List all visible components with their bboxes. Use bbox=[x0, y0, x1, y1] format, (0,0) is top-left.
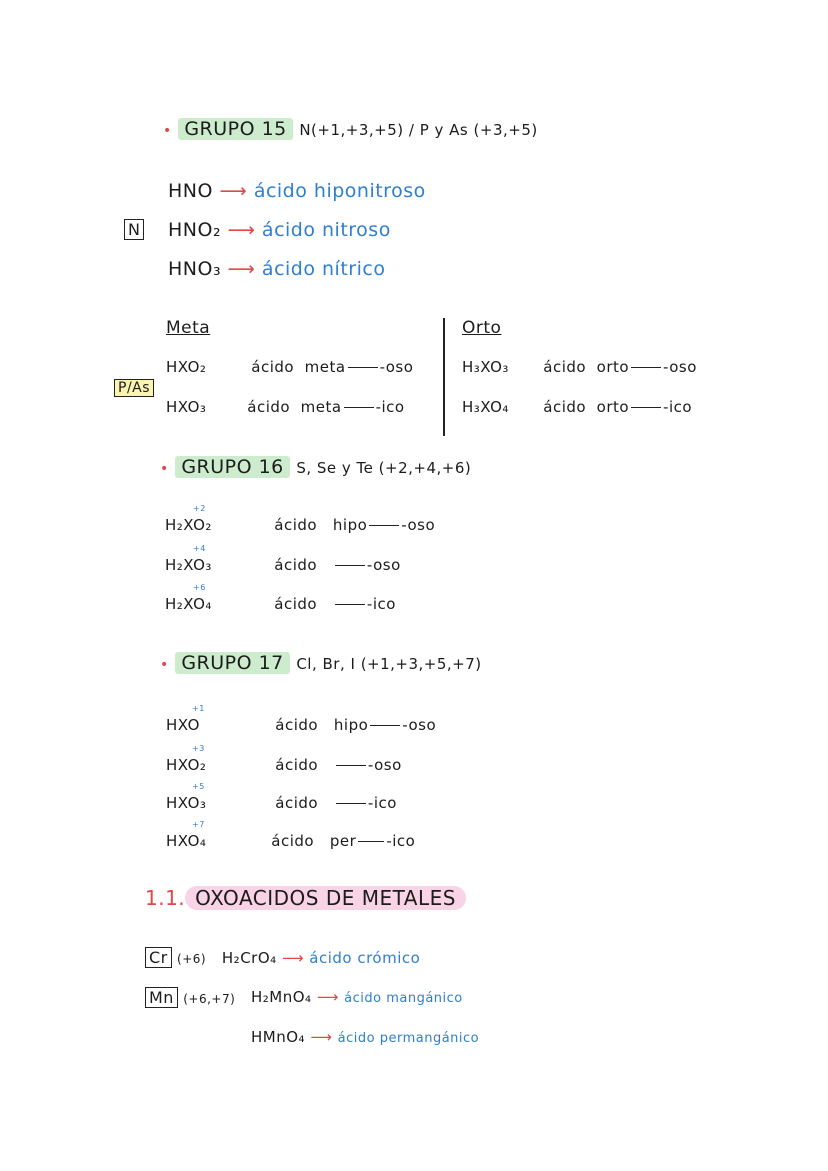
group16-header bbox=[160, 456, 471, 478]
manganese-row bbox=[251, 988, 463, 1006]
prefix: meta bbox=[304, 358, 346, 376]
blank-line bbox=[631, 407, 661, 408]
formula: H₂MnO₄ bbox=[251, 988, 312, 1006]
chromium-row bbox=[145, 948, 420, 967]
formula: H₃XO₃ bbox=[462, 358, 509, 376]
oxidation-state: +1 bbox=[192, 704, 205, 713]
group17-header bbox=[160, 652, 482, 674]
acid-word: ácido bbox=[247, 398, 291, 416]
suffix: -oso bbox=[401, 516, 436, 534]
blank-line bbox=[336, 765, 366, 766]
element-box-cr: Cr bbox=[145, 947, 172, 968]
formula: H₂XO₂ bbox=[165, 516, 212, 534]
suffix: -ico bbox=[663, 398, 693, 416]
bullet-icon: • bbox=[160, 461, 169, 477]
group17-row bbox=[166, 782, 397, 812]
formula: HNO₂ bbox=[168, 219, 222, 241]
meta-label: Meta bbox=[166, 318, 211, 338]
acid-name: ácido nitroso bbox=[261, 219, 391, 241]
manganese-label bbox=[145, 988, 235, 1007]
acid-word: ácido bbox=[275, 716, 319, 734]
element-box-mn: Mn bbox=[145, 987, 178, 1008]
meta-row bbox=[166, 358, 413, 376]
manganese-row bbox=[251, 1028, 479, 1046]
arrow-icon: ⟶ bbox=[281, 949, 304, 967]
group15-description: N(+1,+3,+5) / P y As (+3,+5) bbox=[299, 121, 538, 139]
bullet-icon: • bbox=[163, 123, 172, 139]
oxidation-state: +6 bbox=[193, 583, 206, 592]
acid-word: ácido bbox=[543, 358, 587, 376]
group17-row bbox=[166, 820, 416, 850]
oxidation-state: +5 bbox=[192, 782, 205, 791]
acid-name: ácido permangánico bbox=[337, 1031, 480, 1046]
group17-row bbox=[166, 704, 437, 734]
blank-line bbox=[631, 367, 661, 368]
suffix: -ico bbox=[375, 398, 405, 416]
arrow-icon: ⟶ bbox=[310, 1028, 333, 1046]
nitrogen-row bbox=[168, 219, 391, 241]
blank-line bbox=[369, 525, 399, 526]
group17-description: Cl, Br, I (+1,+3,+5,+7) bbox=[296, 655, 482, 673]
blank-line bbox=[348, 367, 378, 368]
acid-word: ácido bbox=[271, 832, 315, 850]
element-box-n: N bbox=[124, 219, 144, 240]
blank-line bbox=[370, 725, 400, 726]
acid-name: ácido hiponitroso bbox=[253, 180, 426, 202]
nitrogen-row bbox=[168, 258, 385, 280]
element-box-p-as: P/As bbox=[114, 379, 154, 397]
acid-word: ácido bbox=[543, 398, 587, 416]
formula: HXO bbox=[166, 716, 200, 734]
oxidation-states: (+6) bbox=[177, 952, 207, 966]
acid-name: ácido nítrico bbox=[261, 258, 386, 280]
formula: HXO₃ bbox=[166, 398, 207, 416]
suffix: -ico bbox=[366, 595, 396, 613]
group15-title: GRUPO 15 bbox=[178, 118, 292, 140]
suffix: -oso bbox=[402, 716, 437, 734]
oxidation-state: +2 bbox=[193, 504, 206, 513]
divider bbox=[443, 318, 445, 436]
metals-section-header bbox=[145, 886, 466, 910]
bullet-icon: • bbox=[160, 657, 169, 673]
formula: HNO bbox=[168, 180, 213, 202]
group16-row bbox=[165, 504, 436, 534]
oxidation-state: +4 bbox=[193, 544, 206, 553]
formula: H₂XO₃ bbox=[165, 556, 212, 574]
prefix: orto bbox=[596, 398, 630, 416]
formula: HNO₃ bbox=[168, 258, 222, 280]
suffix: -oso bbox=[367, 756, 402, 774]
blank-line bbox=[344, 407, 374, 408]
formula: H₂CrO₄ bbox=[221, 949, 277, 967]
suffix: -ico bbox=[386, 832, 416, 850]
arrow-icon: ⟶ bbox=[227, 258, 256, 280]
acid-word: ácido bbox=[251, 358, 295, 376]
group16-title: GRUPO 16 bbox=[175, 456, 289, 478]
orto-label: Orto bbox=[462, 318, 502, 338]
formula: HXO₃ bbox=[166, 794, 207, 812]
blank-line bbox=[335, 565, 365, 566]
nitrogen-row bbox=[168, 180, 426, 202]
suffix: -ico bbox=[367, 794, 397, 812]
prefix: meta bbox=[300, 398, 342, 416]
prefix: hipo bbox=[333, 716, 369, 734]
acid-word: ácido bbox=[274, 595, 318, 613]
acid-name: ácido crómico bbox=[309, 949, 421, 967]
blank-line bbox=[358, 841, 384, 842]
prefix: hipo bbox=[332, 516, 368, 534]
oxidation-state: +7 bbox=[192, 820, 205, 829]
formula: H₃XO₄ bbox=[462, 398, 509, 416]
group17-row bbox=[166, 744, 402, 774]
suffix: -oso bbox=[366, 556, 401, 574]
prefix: per bbox=[329, 832, 357, 850]
acid-name: ácido mangánico bbox=[344, 991, 463, 1006]
arrow-icon: ⟶ bbox=[227, 219, 256, 241]
formula: HMnO₄ bbox=[251, 1028, 306, 1046]
section-number: 1.1. bbox=[145, 886, 186, 910]
arrow-icon: ⟶ bbox=[316, 988, 339, 1006]
formula: HXO₂ bbox=[166, 756, 207, 774]
oxidation-state: +3 bbox=[192, 744, 205, 753]
orto-row bbox=[462, 398, 692, 416]
blank-line bbox=[335, 604, 365, 605]
suffix: -oso bbox=[663, 358, 697, 376]
meta-row bbox=[166, 398, 405, 416]
acid-word: ácido bbox=[275, 794, 319, 812]
suffix: -oso bbox=[379, 358, 414, 376]
group17-title: GRUPO 17 bbox=[175, 652, 289, 674]
acid-word: ácido bbox=[275, 756, 319, 774]
section-title: OXOACIDOS DE METALES bbox=[185, 886, 466, 910]
group15-header bbox=[163, 118, 538, 140]
group16-description: S, Se y Te (+2,+4,+6) bbox=[296, 459, 472, 477]
prefix: orto bbox=[596, 358, 630, 376]
oxidation-states: (+6,+7) bbox=[183, 992, 236, 1006]
blank-line bbox=[336, 803, 366, 804]
formula: HXO₄ bbox=[166, 832, 207, 850]
acid-word: ácido bbox=[274, 556, 318, 574]
orto-row bbox=[462, 358, 697, 376]
group16-row bbox=[165, 583, 396, 613]
acid-word: ácido bbox=[274, 516, 318, 534]
formula: H₂XO₄ bbox=[165, 595, 212, 613]
group16-row bbox=[165, 544, 401, 574]
formula: HXO₂ bbox=[166, 358, 207, 376]
arrow-icon: ⟶ bbox=[219, 180, 248, 202]
